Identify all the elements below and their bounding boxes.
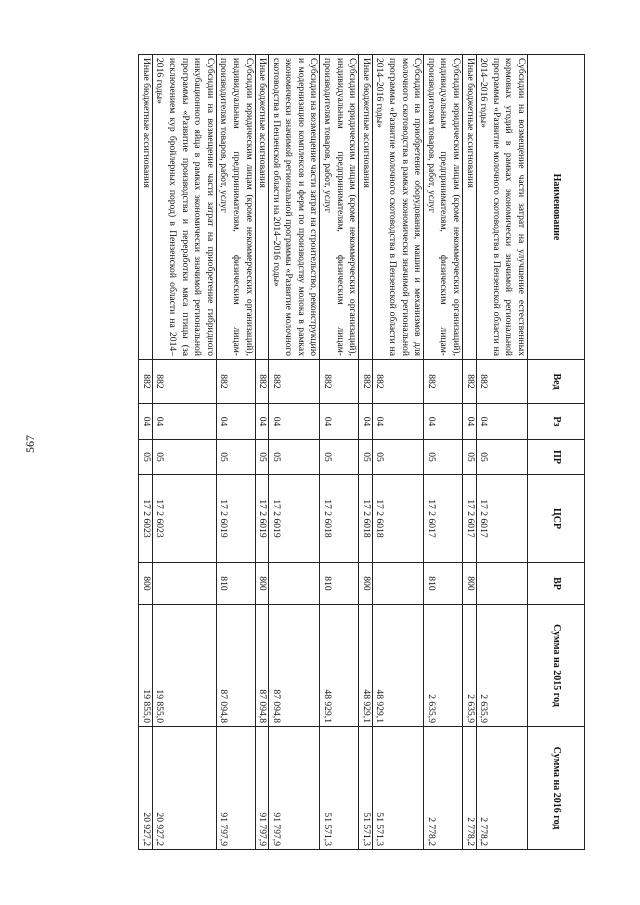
cell-ved: 882: [372, 360, 423, 404]
cell-ved: 882: [216, 360, 255, 404]
table-row: [320, 55, 359, 850]
cell-pr: 05: [320, 440, 359, 475]
cell-sum-2016: 91 797,9: [216, 727, 255, 850]
header-sum-2016: Сумма на 2016 год: [528, 727, 585, 850]
cell-sum-2015: 87 094,8: [255, 605, 269, 727]
cell-rz: 04: [463, 404, 477, 440]
cell-pr: 05: [216, 440, 255, 475]
cell-pr: 05: [424, 440, 463, 475]
cell-csr: 17 2 6019: [269, 475, 320, 563]
cell-sum-2016: 2 778,2: [424, 727, 463, 850]
cell-vr: 810: [216, 563, 255, 605]
cell-sum-2016: 91 797,9: [255, 727, 269, 850]
table-row: [424, 55, 463, 850]
cell-ved: 882: [424, 360, 463, 404]
cell-rz: 04: [320, 404, 359, 440]
cell-sum-2015: 48 929,1: [359, 605, 373, 727]
cell-vr: [269, 563, 320, 605]
header-name: Наименование: [528, 55, 585, 360]
cell-ved: 882: [320, 360, 359, 404]
cell-sum-2016: 51 571,3: [320, 727, 359, 850]
cell-csr: 17 2 6019: [216, 475, 255, 563]
cell-csr: 17 2 6018: [320, 475, 359, 563]
cell-vr: 800: [359, 563, 373, 605]
cell-ved: 882: [255, 360, 269, 404]
cell-rz: 04: [359, 404, 373, 440]
table-row: [139, 55, 153, 850]
table-row: [269, 55, 320, 850]
cell-csr: 17 2 6019: [255, 475, 269, 563]
cell-ved: 882: [463, 360, 477, 404]
cell-name: Субсидии на приобретение оборудования, машин и механизмов для молочного скотоводства в рамках экономически значимой региональной программы «Развитие молочного скотоводства в Пензенской области на 2014–2016 годы»: [372, 55, 423, 360]
cell-ved: 882: [139, 360, 153, 404]
cell-rz: 04: [269, 404, 320, 440]
cell-rz: 04: [424, 404, 463, 440]
cell-sum-2015: 87 094,8: [216, 605, 255, 727]
header-csr: ЦСР: [528, 475, 585, 563]
cell-pr: 05: [255, 440, 269, 475]
table-header-row: [528, 55, 585, 850]
cell-name: Иные бюджетные ассигнования: [255, 55, 269, 360]
cell-rz: 04: [476, 404, 527, 440]
cell-rz: 04: [372, 404, 423, 440]
cell-pr: 05: [269, 440, 320, 475]
table-row: [216, 55, 255, 850]
cell-csr: 17 2 6017: [476, 475, 527, 563]
cell-vr: [152, 563, 216, 605]
cell-csr: 17 2 6023: [139, 475, 153, 563]
cell-ved: 882: [152, 360, 216, 404]
cell-sum-2016: 20 927,2: [152, 727, 216, 850]
cell-sum-2015: 19 855,0: [139, 605, 153, 727]
cell-sum-2015: 87 094,8: [269, 605, 320, 727]
header-pr: ПР: [528, 440, 585, 475]
cell-csr: 17 2 6023: [152, 475, 216, 563]
cell-csr: 17 2 6017: [424, 475, 463, 563]
cell-sum-2016: 2 778,2: [463, 727, 477, 850]
cell-name: Иные бюджетные ассигнования: [463, 55, 477, 360]
cell-rz: 04: [216, 404, 255, 440]
cell-name: Иные бюджетные ассигнования: [139, 55, 153, 360]
cell-vr: 800: [139, 563, 153, 605]
page-number: 567: [23, 435, 37, 453]
cell-rz: 04: [255, 404, 269, 440]
header-vr: ВР: [528, 563, 585, 605]
cell-vr: 800: [255, 563, 269, 605]
cell-pr: 05: [372, 440, 423, 475]
table-row: [255, 55, 269, 850]
cell-pr: 05: [139, 440, 153, 475]
cell-name: Иные бюджетные ассигнования: [359, 55, 373, 360]
cell-name: Субсидии на возмещение части затрат на приобретение гибридного инкубационного яйца в рамках экономически значимой региональной программы «Развитие производства и переработки мяса птицы (за исключением кур бройлерных пород) в Пензенской области на 2014–2016 годы»: [152, 55, 216, 360]
cell-vr: [476, 563, 527, 605]
cell-name: Субсидии юридическим лицам (кроме некоммерческих организаций), индивидуальным предпринимателям, физическим лицам-производителям товаров, работ, услуг: [424, 55, 463, 360]
cell-rz: 04: [139, 404, 153, 440]
cell-name: Субсидии на возмещение части затрат на строительство, реконструкцию и модернизацию комплексов и ферм по производству молока в рамках экономически значимой региональной программы «Развитие молочного скотоводства в Пензенской области на 2014–2016 годы»: [269, 55, 320, 360]
cell-pr: 05: [476, 440, 527, 475]
cell-sum-2016: 2 778,2: [476, 727, 527, 850]
cell-csr: 17 2 6018: [372, 475, 423, 563]
cell-name: Субсидии юридическим лицам (кроме некоммерческих организаций), индивидуальным предпринимателям, физическим лицам-производителям товаров, работ, услуг: [320, 55, 359, 360]
cell-sum-2015: 2 635,9: [463, 605, 477, 727]
cell-ved: 882: [476, 360, 527, 404]
table-row: [359, 55, 373, 850]
cell-vr: 810: [424, 563, 463, 605]
cell-sum-2016: 51 571,3: [359, 727, 373, 850]
table-row: [463, 55, 477, 850]
cell-sum-2016: 51 571,3: [372, 727, 423, 850]
cell-sum-2015: 2 635,9: [424, 605, 463, 727]
budget-table-container: [75, 54, 585, 849]
cell-ved: 882: [359, 360, 373, 404]
header-sum-2015: Сумма на 2015 год: [528, 605, 585, 727]
cell-name: Субсидии на возмещение части затрат на улучшение естественных кормовых угодий в рамках экономически значимой региональной программы «Развитие молочного скотоводства в Пензенской области на 2014–2016 годы»: [476, 55, 527, 360]
cell-rz: 04: [152, 404, 216, 440]
table-row: [372, 55, 423, 850]
cell-pr: 05: [152, 440, 216, 475]
cell-pr: 05: [359, 440, 373, 475]
cell-csr: 17 2 6017: [463, 475, 477, 563]
cell-pr: 05: [463, 440, 477, 475]
cell-sum-2015: 48 929,1: [320, 605, 359, 727]
cell-vr: 810: [320, 563, 359, 605]
table-row: [476, 55, 527, 850]
header-rz: Рз: [528, 404, 585, 440]
header-ved: Вед: [528, 360, 585, 404]
cell-sum-2016: 91 797,9: [269, 727, 320, 850]
cell-sum-2015: 19 855,0: [152, 605, 216, 727]
cell-vr: [372, 563, 423, 605]
cell-ved: 882: [269, 360, 320, 404]
cell-sum-2016: 20 927,2: [139, 727, 153, 850]
cell-vr: 800: [463, 563, 477, 605]
cell-sum-2015: 48 929,1: [372, 605, 423, 727]
budget-table: [138, 54, 585, 850]
cell-name: Субсидии юридическим лицам (кроме некоммерческих организаций), индивидуальным предпринимателям, физическим лицам-производителям товаров, работ, услуг: [216, 55, 255, 360]
cell-csr: 17 2 6018: [359, 475, 373, 563]
cell-sum-2015: 2 635,9: [476, 605, 527, 727]
table-row: [152, 55, 216, 850]
